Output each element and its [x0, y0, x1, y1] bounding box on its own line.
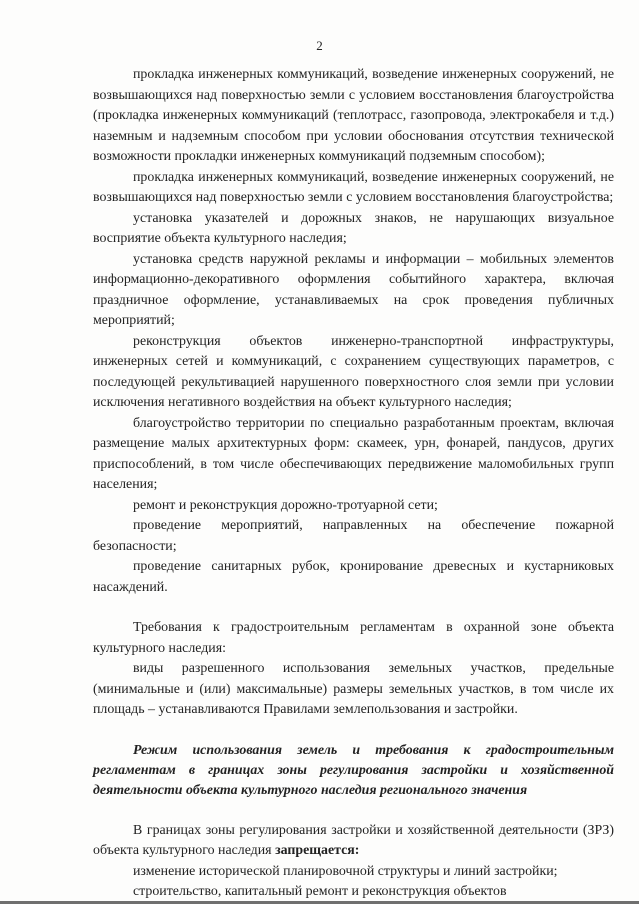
zrz-intro-text: В границах зоны регулирования застройки и хозяйственной деятельности (ЗРЗ) объекта культурного наследия	[93, 822, 614, 858]
document-body	[93, 65, 614, 903]
paragraph: проведение мероприятий, направленных на обеспечение пожарной безопасности;	[93, 518, 614, 554]
paragraph: установка средств наружной рекламы и информации – мобильных элементов информационно-декоративного оформления событийного характера, включая праздничное оформление, устанавливаемых на срок проведения публичных мероприятий;	[93, 251, 614, 328]
zrz-item: строительство, капитальный ремонт и реконструкция объектов	[133, 884, 507, 899]
paragraph: реконструкция объектов инженерно-транспортной инфраструктуры, инженерных сетей и коммуникаций, с сохранением существующих параметров, с последующей рекультивацией нарушенного поверхностного слоя земли при условии исключения негативного воздействия на объект культурного наследия;	[93, 333, 614, 410]
spacer	[93, 598, 614, 618]
zrz-prohibited-label: запрещается:	[275, 843, 360, 858]
paragraph: прокладка инженерных коммуникаций, возведение инженерных сооружений, не возвышающихся над поверхностью земли с условием восстановления благоустройства (прокладка инженерных коммуникаций (теплотрасс, газопровода, электрокабеля и т.д.) наземным и надземным способом при условии обоснования отсутствия технической возможности прокладки инженерных коммуникаций подземным способом);	[93, 67, 614, 164]
paragraph: установка указателей и дорожных знаков, не нарушающих визуальное восприятие объекта культурного наследия;	[93, 210, 614, 246]
section-heading: Режим использования земель и требования к градостроительным регламентам в границах зоны регулирования застройки и хозяйственной деятельности объекта культурного наследия регионального значения	[93, 742, 614, 798]
paragraph: прокладка инженерных коммуникаций, возведение инженерных сооружений, не возвышающихся над поверхностью земли с условием восстановления благоустройства;	[93, 169, 614, 205]
requirements-text: виды разрешенного использования земельных участков, предельные (минимальные и (или) максимальные) размеры земельных участков, в том числе их площадь – устанавливаются Правилами землепользования и застройки.	[93, 661, 614, 717]
requirements-intro: Требования к градостроительным регламентам в охранной зоне объекта культурного наследия:	[93, 620, 614, 656]
zrz-item: изменение исторической планировочной структуры и линий застройки;	[133, 863, 558, 879]
spacer	[93, 721, 614, 741]
zrz-intro-paragraph	[93, 821, 614, 862]
page-number: 2	[316, 38, 323, 53]
paragraph: проведение санитарных рубок, кронирование древесных и кустарниковых насаждений.	[93, 559, 614, 595]
paragraph: ремонт и реконструкция дорожно-тротуарной сети;	[133, 497, 438, 513]
paragraph: благоустройство территории по специально разработанным проектам, включая размещение малых архитектурных форм: скамеек, урн, фонарей, пандусов, других приспособлений, в том числе обеспечивающих передвижение маломобильных групп населения;	[93, 415, 614, 492]
spacer	[93, 801, 614, 821]
